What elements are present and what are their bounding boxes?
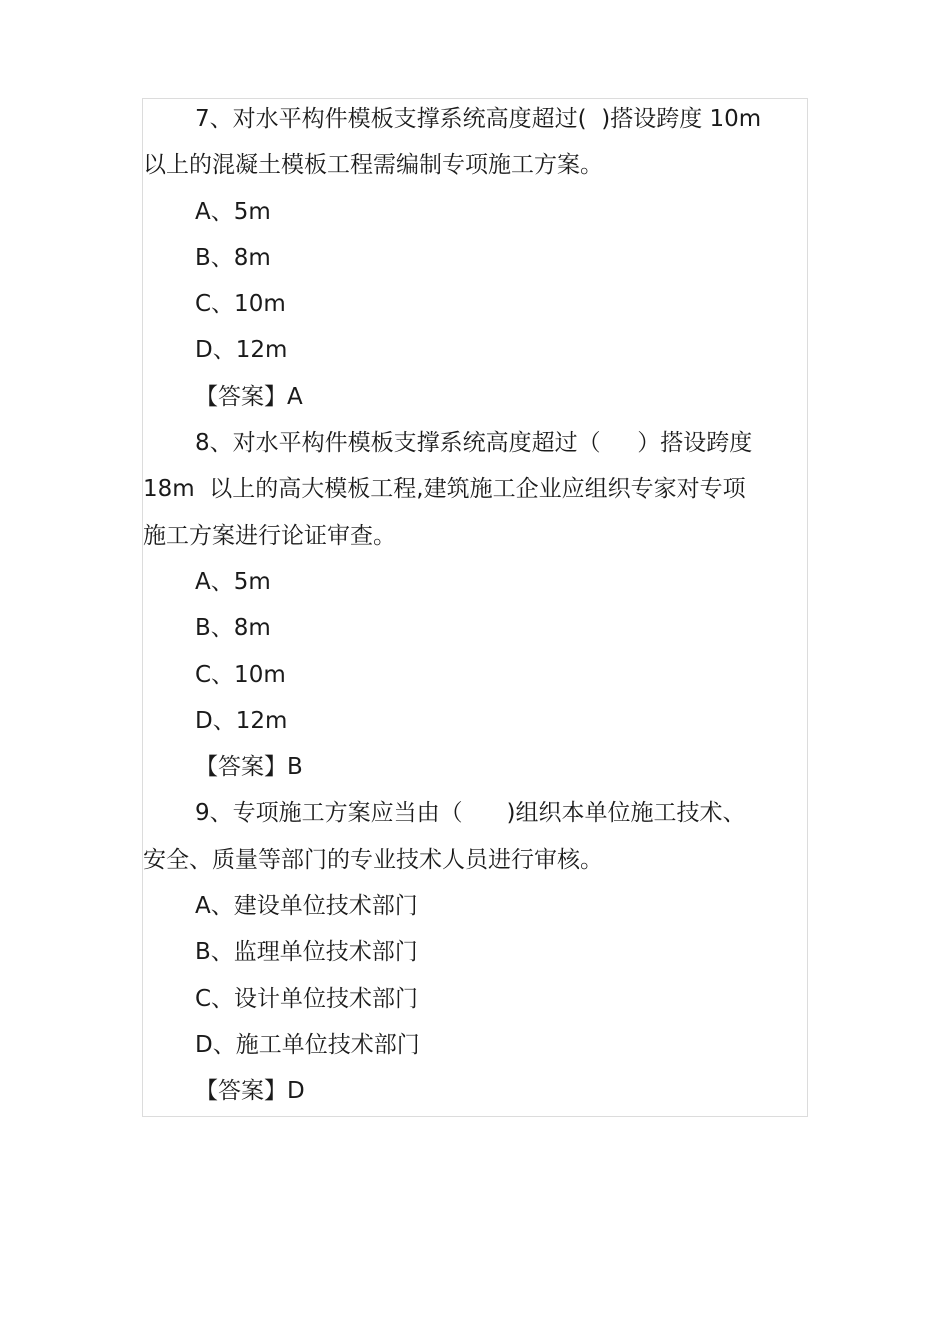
question-7	[143, 96, 807, 420]
question-7-stem-line-2: 以上的混凝土模板工程需编制专项施工方案。	[143, 152, 603, 179]
question-7-option-d: D、12m	[195, 337, 288, 364]
document-content	[143, 96, 807, 1115]
question-9-option-c: C、设计单位技术部门	[195, 985, 419, 1012]
question-9-option-a: A、建设单位技术部门	[195, 893, 418, 920]
question-7-answer: 【答案】A	[195, 383, 303, 410]
question-7-option-c: C、10m	[195, 291, 286, 318]
question-8-stem-line-2: 18m 以上的高大模板工程,建筑施工企业应组织专家对专项	[143, 476, 746, 503]
question-9	[143, 790, 807, 1114]
question-9-option-d: D、施工单位技术部门	[195, 1031, 420, 1058]
question-7-option-b: B、8m	[195, 244, 271, 271]
question-8-option-d: D、12m	[195, 707, 288, 734]
question-8-option-a: A、5m	[195, 568, 271, 595]
question-9-option-b: B、监理单位技术部门	[195, 939, 418, 966]
question-7-stem-line-1: 7、对水平构件模板支撑系统高度超过( )搭设跨度 10m	[195, 106, 762, 132]
question-8-stem-line-3: 施工方案进行论证审查。	[143, 522, 396, 549]
question-8-answer: 【答案】B	[195, 754, 303, 781]
question-8-option-b: B、8m	[195, 615, 271, 642]
question-9-answer: 【答案】D	[195, 1078, 305, 1105]
question-9-stem-line-1: 9、专项施工方案应当由（ )组织本单位施工技术、	[195, 800, 746, 827]
question-8-option-c: C、10m	[195, 661, 286, 688]
question-8-stem-line-1: 8、对水平构件模板支撑系统高度超过（ ）搭设跨度	[195, 430, 753, 457]
question-8	[143, 420, 807, 790]
question-9-stem-line-2: 安全、质量等部门的专业技术人员进行审核。	[143, 846, 603, 873]
question-7-option-a: A、5m	[195, 198, 271, 225]
